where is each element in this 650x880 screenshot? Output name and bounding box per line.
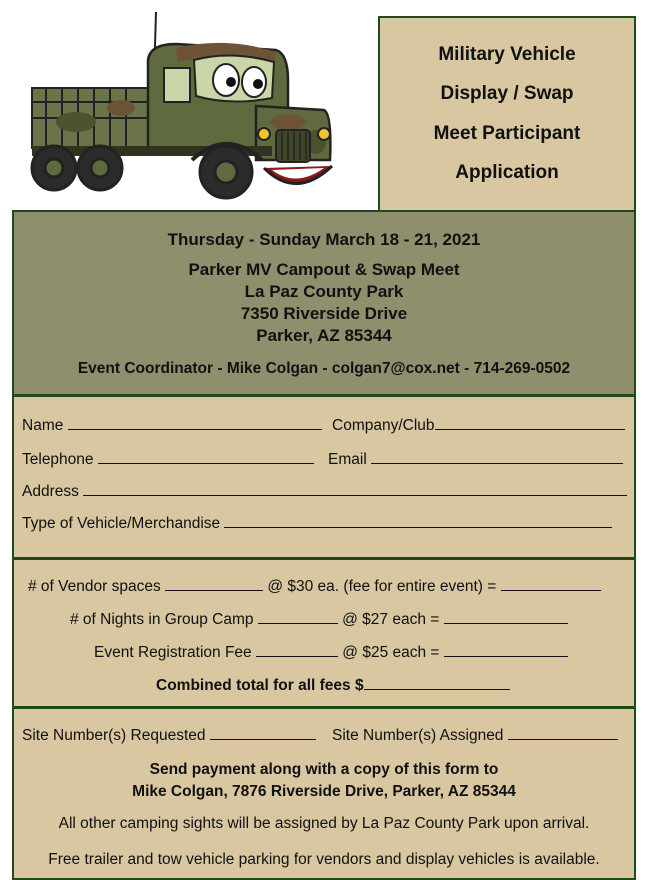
site-assigned-field[interactable]	[508, 727, 618, 740]
email-label: Email	[328, 451, 367, 468]
fees-panel	[12, 558, 636, 708]
payment-address: Mike Colgan, 7876 Riverside Drive, Parker, AZ 85344	[132, 783, 516, 800]
address-row	[22, 483, 627, 501]
event-dates: Thursday - Sunday March 18 - 21, 2021	[167, 230, 481, 249]
registration-row	[94, 644, 568, 662]
title-line-1: Military Vehicle	[438, 43, 576, 65]
email-row	[328, 451, 623, 469]
camping-note: All other camping sights will be assigned by La Paz County Park upon arrival.	[58, 815, 590, 832]
event-city: Parker, AZ 85344	[256, 326, 392, 345]
site-requested-field[interactable]	[210, 727, 316, 740]
registration-label: Event Registration Fee	[94, 644, 252, 661]
event-street: 7350 Riverside Drive	[240, 304, 408, 323]
telephone-label: Telephone	[22, 451, 94, 468]
event-info-panel	[12, 210, 636, 396]
site-assigned-label: Site Number(s) Assigned	[332, 727, 504, 744]
site-requested-label: Site Number(s) Requested	[22, 727, 206, 744]
registration-rate: @ $25 each =	[342, 644, 440, 661]
vendor-row	[28, 578, 601, 596]
vendor-label: # of Vendor spaces	[28, 578, 161, 595]
title-line-4: Application	[455, 162, 559, 184]
event-name: Parker MV Campout & Swap Meet	[188, 260, 460, 279]
total-field[interactable]	[364, 677, 510, 690]
registration-total-field[interactable]	[444, 644, 568, 657]
vehicle-label: Type of Vehicle/Merchandise	[22, 515, 221, 532]
company-field[interactable]	[435, 417, 625, 430]
company-row	[332, 417, 625, 435]
payment-instruction: Send payment along with a copy of this form to	[149, 761, 499, 778]
contact-form-panel	[12, 395, 636, 559]
army-truck-illustration	[26, 10, 346, 210]
nights-rate: @ $27 each =	[342, 611, 440, 628]
total-row	[156, 677, 510, 695]
address-label: Address	[22, 483, 79, 500]
title-panel	[378, 16, 636, 212]
parking-note: Free trailer and tow vehicle parking for vendors and display vehicles is available.	[48, 851, 600, 868]
telephone-field[interactable]	[98, 451, 314, 464]
site-payment-panel	[12, 707, 636, 880]
vehicle-row	[22, 515, 612, 533]
title-line-2: Display / Swap	[440, 83, 574, 105]
name-field[interactable]	[68, 417, 322, 430]
nights-label: # of Nights in Group Camp	[70, 611, 254, 628]
registration-count-field[interactable]	[256, 644, 338, 657]
nights-total-field[interactable]	[444, 611, 568, 624]
event-venue: La Paz County Park	[244, 282, 404, 301]
telephone-row	[22, 451, 314, 469]
address-field[interactable]	[83, 483, 627, 496]
nights-count-field[interactable]	[258, 611, 338, 624]
name-row	[22, 417, 322, 435]
vehicle-field[interactable]	[224, 515, 612, 528]
name-label: Name	[22, 417, 64, 434]
title-line-3: Meet Participant	[433, 122, 581, 144]
email-field[interactable]	[371, 451, 623, 464]
nights-row	[70, 611, 568, 629]
vendor-total-field[interactable]	[501, 578, 601, 591]
vendor-spaces-field[interactable]	[165, 578, 263, 591]
site-assigned-row	[332, 727, 618, 745]
company-label: Company/Club	[332, 417, 435, 434]
total-label: Combined total for all fees $	[156, 677, 364, 694]
event-coordinator: Event Coordinator - Mike Colgan - colgan7@cox.net - 714-269-0502	[77, 360, 571, 377]
site-requested-row	[22, 727, 316, 745]
vendor-rate: @ $30 ea. (fee for entire event) =	[267, 578, 497, 595]
